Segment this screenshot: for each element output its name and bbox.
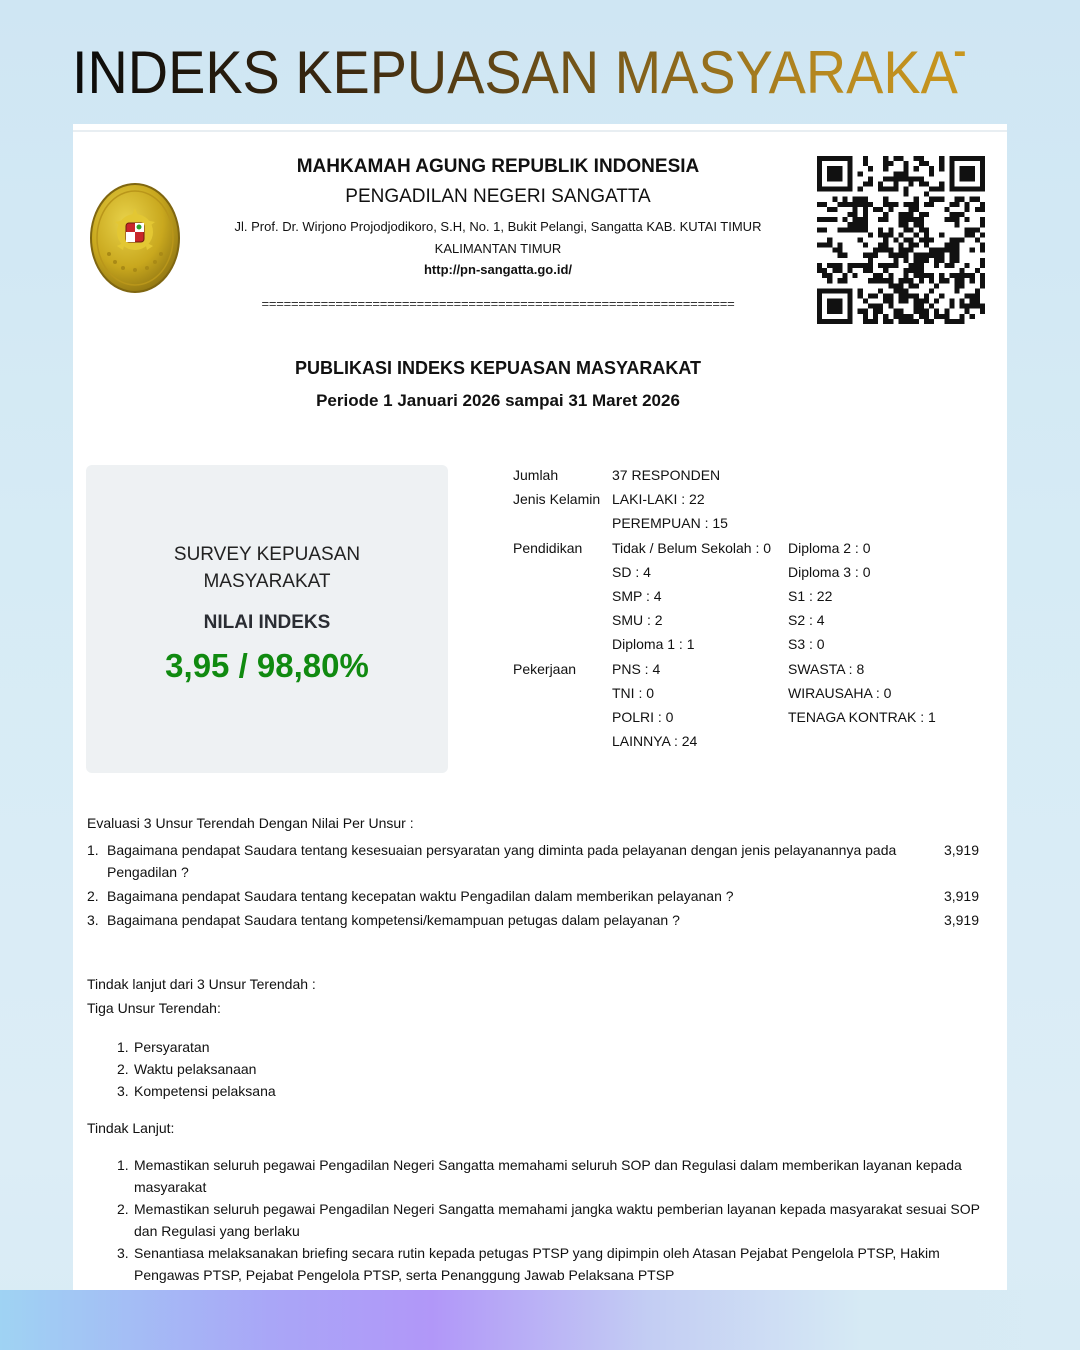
lowest-elements-heading: Tiga Unsur Terendah: bbox=[87, 1000, 221, 1016]
score-card bbox=[86, 465, 448, 773]
stat-key: Jenis Kelamin bbox=[513, 491, 601, 508]
evaluation-section bbox=[87, 815, 987, 933]
stat-value-2: SWASTA : 8 bbox=[788, 660, 865, 677]
stat-value: SD : 4 bbox=[612, 563, 651, 580]
page-edge-line bbox=[73, 130, 1007, 132]
item-number: 3. bbox=[117, 1245, 129, 1261]
list-item bbox=[117, 1080, 987, 1102]
item-number: 1. bbox=[117, 1039, 129, 1055]
document-page bbox=[73, 124, 1007, 1290]
stat-value-2: TENAGA KONTRAK : 1 bbox=[788, 708, 936, 725]
publication-period: Periode 1 Januari 2026 sampai 31 Maret 2026 bbox=[316, 391, 680, 410]
stat-key: Pekerjaan bbox=[513, 660, 577, 677]
stat-value: LAKI-LAKI : 22 bbox=[612, 491, 705, 508]
index-value: 3,95 / 98,80% bbox=[165, 647, 369, 684]
org-name: MAHKAMAH AGUNG REPUBLIK INDONESIA bbox=[296, 156, 700, 177]
stat-key: Jumlah bbox=[513, 467, 559, 483]
stat-value: TNI : 0 bbox=[612, 684, 655, 701]
evaluation-heading: Evaluasi 3 Unsur Terendah Dengan Nilai Per Unsur : bbox=[87, 815, 414, 831]
actions-heading: Tindak Lanjut: bbox=[87, 1120, 175, 1136]
stat-value-2: Diploma 3 : 0 bbox=[788, 563, 871, 580]
actions-list bbox=[117, 1154, 987, 1286]
address-line-2: KALIMANTAN TIMUR bbox=[434, 241, 562, 256]
stat-value-2: S1 : 22 bbox=[788, 587, 833, 604]
item-number: 1. bbox=[87, 842, 99, 858]
qr-code-icon bbox=[817, 156, 985, 324]
website-link[interactable]: http://pn-sangatta.go.id/ bbox=[423, 262, 573, 277]
mahkamah-agung-emblem-icon bbox=[89, 182, 181, 294]
stat-value: POLRI : 0 bbox=[612, 708, 674, 725]
stat-value: SMP : 4 bbox=[612, 587, 662, 604]
stat-value: 37 RESPONDEN bbox=[612, 467, 721, 483]
stat-value-2: S3 : 0 bbox=[788, 636, 825, 653]
item-text: Memastikan seluruh pegawai Pengadilan Negeri Sangatta memahami seluruh SOP dan Regulasi dalam memberikan layanan kepada masyarakat bbox=[134, 1157, 962, 1195]
list-item bbox=[117, 1154, 987, 1198]
lowest-elements-list bbox=[117, 1036, 987, 1102]
item-number: 2. bbox=[117, 1061, 129, 1077]
evaluation-item bbox=[87, 885, 987, 907]
stat-value: LAINNYA : 24 bbox=[612, 733, 698, 750]
item-number: 3. bbox=[117, 1083, 129, 1099]
separator-line: ================================================================ bbox=[261, 296, 735, 311]
item-number: 1. bbox=[117, 1157, 129, 1173]
nilai-indeks-label: NILAI INDEKS bbox=[203, 612, 331, 633]
survey-label bbox=[86, 541, 448, 595]
stat-value-2: WIRAUSAHA : 0 bbox=[788, 684, 892, 701]
follow-up-heading: Tindak lanjut dari 3 Unsur Terendah : bbox=[87, 976, 316, 992]
item-score: 3,919 bbox=[943, 888, 979, 904]
stat-value: Diploma 1 : 1 bbox=[612, 636, 695, 653]
list-item bbox=[117, 1198, 987, 1242]
address-line-1: Jl. Prof. Dr. Wirjono Projodjodikoro, S.H, No. 1, Bukit Pelangi, Sangatta KAB. KUTAI TIMUR bbox=[234, 219, 762, 234]
banner-title: INDEKS KEPUASAN MASYARAKAT bbox=[72, 39, 988, 106]
item-text: Persyaratan bbox=[134, 1039, 210, 1055]
item-text: Memastikan seluruh pegawai Pengadilan Negeri Sangatta memahami jangka waktu pemberian layanan kepada masyarakat sesuai SOP dan Regulasi yang berlaku bbox=[134, 1201, 980, 1239]
evaluation-item bbox=[87, 839, 987, 883]
item-number: 3. bbox=[87, 912, 99, 928]
follow-up-section bbox=[87, 972, 987, 1286]
item-text: Senantiasa melaksanakan briefing secara rutin kepada petugas PTSP yang dipimpin oleh Atasan Pejabat Pengelola PTSP, Hakim Pengawas PTSP, Pejabat Pengelola PTSP, serta Penanggung Jawab Pelaksana PTSP bbox=[134, 1245, 940, 1283]
stat-key: Pendidikan bbox=[513, 539, 583, 556]
publication-title: PUBLIKASI INDEKS KEPUASAN MASYARAKAT bbox=[294, 358, 702, 378]
survey-label-line-1: SURVEY KEPUASAN bbox=[173, 544, 361, 565]
list-item bbox=[117, 1058, 987, 1080]
item-score: 3,919 bbox=[943, 842, 979, 858]
item-number: 2. bbox=[87, 888, 99, 904]
stat-value-2: Diploma 2 : 0 bbox=[788, 539, 871, 556]
court-address bbox=[203, 216, 793, 260]
survey-label-line-2: MASYARAKAT bbox=[203, 571, 331, 592]
stat-value: Tidak / Belum Sekolah : 0 bbox=[612, 539, 772, 556]
item-text: Waktu pelaksanaan bbox=[134, 1061, 257, 1077]
stat-value: PNS : 4 bbox=[612, 660, 661, 677]
stat-value-2: S2 : 4 bbox=[788, 612, 825, 629]
item-text: Bagaimana pendapat Saudara tentang kecepatan waktu Pengadilan dalam memberikan pelayanan ? bbox=[107, 888, 734, 904]
item-text: Bagaimana pendapat Saudara tentang kompetensi/kemampuan petugas dalam pelayanan ? bbox=[107, 912, 680, 928]
evaluation-item bbox=[87, 909, 987, 931]
stat-value: PEREMPUAN : 15 bbox=[612, 515, 728, 532]
list-item bbox=[117, 1242, 987, 1286]
list-item bbox=[117, 1036, 987, 1058]
item-number: 2. bbox=[117, 1201, 129, 1217]
stat-value: SMU : 2 bbox=[612, 612, 663, 629]
court-name: PENGADILAN NEGERI SANGATTA bbox=[345, 186, 651, 207]
background-gradient bbox=[0, 1290, 1080, 1350]
item-text: Bagaimana pendapat Saudara tentang kesesuaian persyaratan yang diminta pada pelayanan dengan jenis pelayanannya pada Pengadilan ? bbox=[107, 842, 897, 880]
item-score: 3,919 bbox=[943, 912, 979, 928]
item-text: Kompetensi pelaksana bbox=[134, 1083, 276, 1099]
